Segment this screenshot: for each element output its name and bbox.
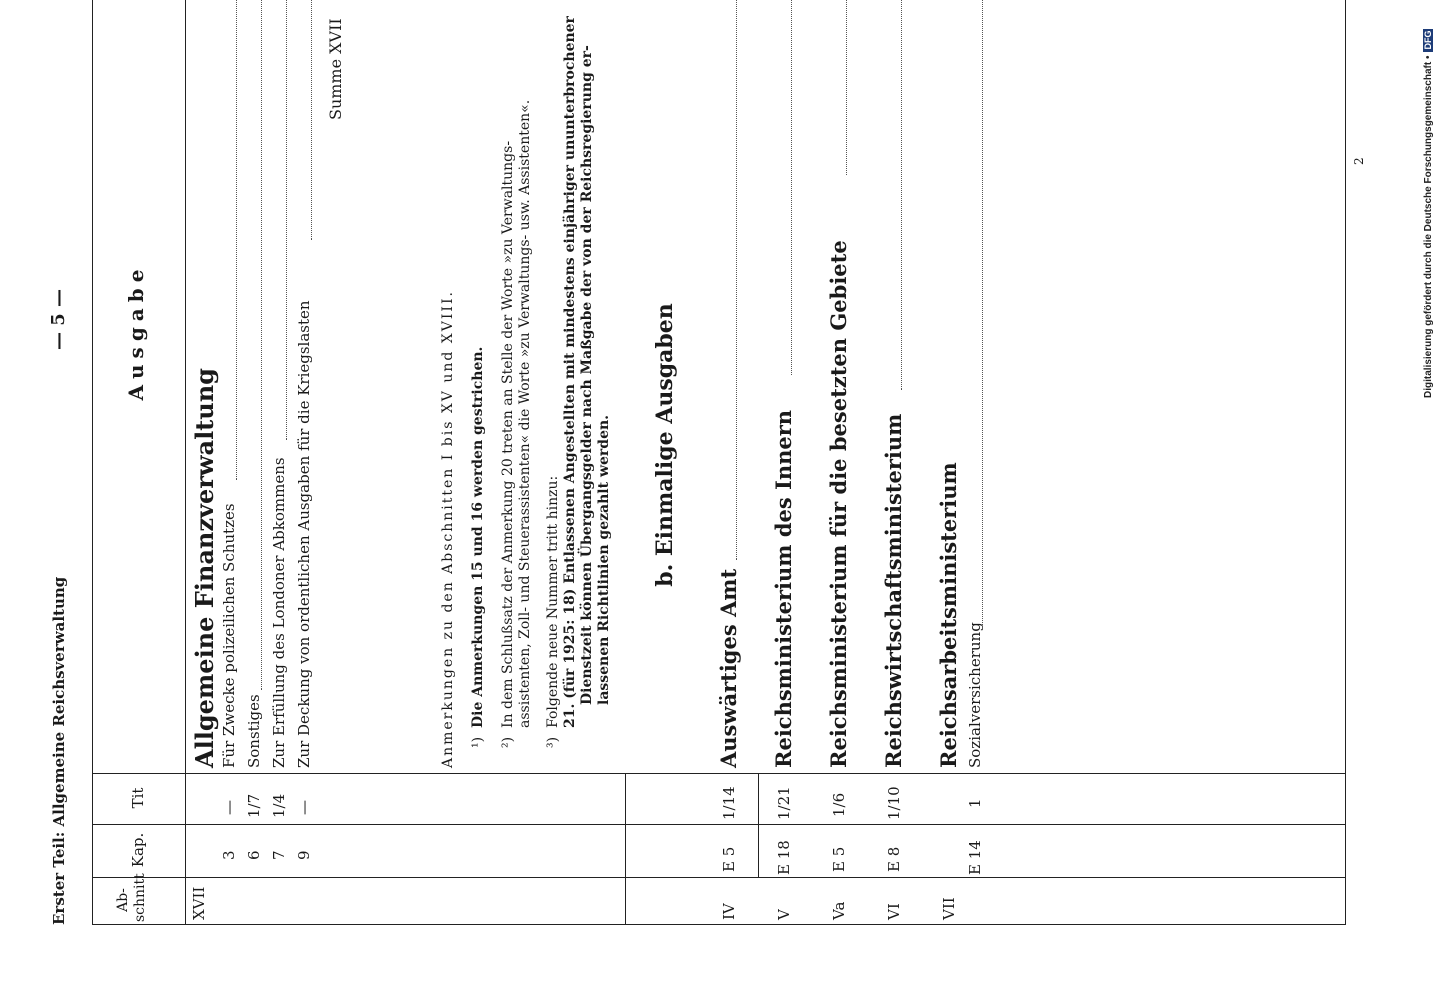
- dfg-logo: DFG: [1423, 30, 1433, 50]
- a-row1-tit: —: [220, 800, 238, 815]
- table-bottom-rule: [1345, 0, 1346, 925]
- b-vii-leader: [982, 0, 983, 630]
- section-a-heading: Allgemeine Finanzverwaltung: [190, 368, 219, 768]
- a-row3-tit: 1/4: [270, 793, 288, 818]
- b-row2-tit: 1/21: [775, 786, 793, 820]
- b-row4-kap: E 8: [885, 846, 903, 872]
- note3-intro: Folgende neue Nummer tritt hinzu:: [545, 475, 561, 728]
- section-b-title: b. Einmalige Ausgaben: [652, 303, 678, 587]
- b-row2-abschnitt: V: [775, 909, 793, 920]
- running-head-left: Erster Teil: Allgemeine Reichsverwaltung: [50, 576, 68, 925]
- col-rule-abschnitt: [92, 924, 1345, 925]
- b-row3-abschnitt: Va: [830, 901, 848, 920]
- a-row4-leader: [311, 0, 312, 240]
- b-row4-tit: 1/10: [885, 786, 903, 820]
- note1-text: Die Anmerkungen 15 und 16 werden gestrichen.: [470, 346, 486, 728]
- b-row3-kap: E 5: [830, 846, 848, 872]
- b-row3-label: Reichsministerium für die besetzten Gebiete: [826, 240, 851, 768]
- a-row2-label: Sonstiges: [245, 694, 263, 768]
- note2-marker: ²): [500, 736, 516, 748]
- a-row3-label: Zur Erfüllung des Londoner Abkommens: [270, 457, 288, 768]
- b-row4-label: Reichswirtschaftsministerium: [881, 413, 906, 768]
- col-header-abschnitt: Ab- schnitt: [115, 873, 148, 922]
- dfg-side-note: [1418, 8, 1434, 398]
- col-header-ausgabe: Ausgabe: [124, 263, 148, 401]
- a-sum-label: Summe XVII: [326, 18, 345, 120]
- col-rule-ausgabe: [92, 773, 1345, 774]
- page-number: — 5 —: [48, 288, 69, 350]
- header-bottom-rule: [185, 0, 186, 925]
- a-row2-tit: 1/7: [245, 793, 263, 818]
- a-row1-leader: [236, 0, 237, 480]
- a-row1-kap: 3: [220, 850, 238, 860]
- b-row1-rule: [758, 774, 759, 877]
- b-vii-heading: Reichsarbeitsministerium: [936, 462, 961, 768]
- b-row3-tit: 1/6: [830, 792, 848, 817]
- b-vii-tit: 1: [966, 798, 984, 808]
- b-row3-leader: [846, 0, 847, 175]
- page-marker: 2: [1352, 157, 1366, 165]
- a-row3-kap: 7: [270, 850, 288, 860]
- b-vii-label: Sozialversicherung: [966, 622, 984, 768]
- notes-title: Anmerkungen zu den Abschnitten I bis XV und XVIII.: [440, 290, 456, 768]
- section-b-rule-left: [625, 774, 626, 924]
- b-row1-label: Auswärtiges Amt: [716, 568, 741, 768]
- col-rule-tit: [92, 824, 1345, 825]
- note3-marker: ³): [545, 736, 561, 748]
- a-row4-tit: —: [295, 800, 313, 815]
- b-vii-kap: E 14: [966, 840, 984, 875]
- section-a-abschnitt: XVII: [190, 886, 208, 920]
- table-top-rule: [92, 0, 93, 925]
- a-row2-kap: 6: [245, 850, 263, 860]
- b-row4-leader: [901, 0, 902, 390]
- a-row2-leader: [261, 0, 262, 690]
- col-header-kap: Kap.: [129, 832, 147, 868]
- a-row4-kap: 9: [295, 850, 313, 860]
- b-row1-tit: 1/14: [720, 786, 738, 820]
- b-row2-kap: E 18: [775, 840, 793, 875]
- note3-line1: 21. (für 1925: 18) Entlassenen Angestellten mit mindestens einjähriger ununterbrochener: [562, 16, 578, 728]
- col-rule-kap: [92, 877, 1345, 878]
- b-vii-abschnitt: VII: [940, 897, 958, 920]
- a-row3-leader: [286, 0, 287, 440]
- a-row4-label: Zur Deckung von ordentlichen Ausgaben für die Kriegslasten: [295, 300, 313, 768]
- b-row1-abschnitt: IV: [720, 903, 738, 920]
- dfg-side-text: Digitalisierung gefördert durch die Deutsche Forschungsgemeinschaft •: [1422, 55, 1434, 398]
- b-row4-abschnitt: VI: [885, 903, 903, 920]
- b-row2-label: Reichsministerium des Innern: [771, 409, 796, 768]
- b-row1-leader: [736, 0, 737, 560]
- note2-line1: In dem Schlußsatz der Anmerkung 20 treten an Stelle der Worte »zu Verwaltungs-: [500, 140, 516, 728]
- note2-line2: assistenten, Zoll- und Steuerassistenten« die Worte »zu Verwaltungs- usw. Assistenten«.: [517, 99, 533, 728]
- note1-marker: ¹): [470, 736, 486, 748]
- note3-line2: Dienstzeit können Übergangsgelder nach Maßgabe der von der Reichsregierung er-: [579, 45, 595, 705]
- b-row1-kap: E 5: [720, 846, 738, 872]
- note3-line3: lassenen Richtlinien gezahlt werden.: [596, 414, 612, 705]
- b-row2-leader: [791, 0, 792, 375]
- col-header-tit: Tit: [129, 787, 147, 809]
- a-row1-label: Für Zwecke polizeilichen Schutzes: [220, 503, 238, 768]
